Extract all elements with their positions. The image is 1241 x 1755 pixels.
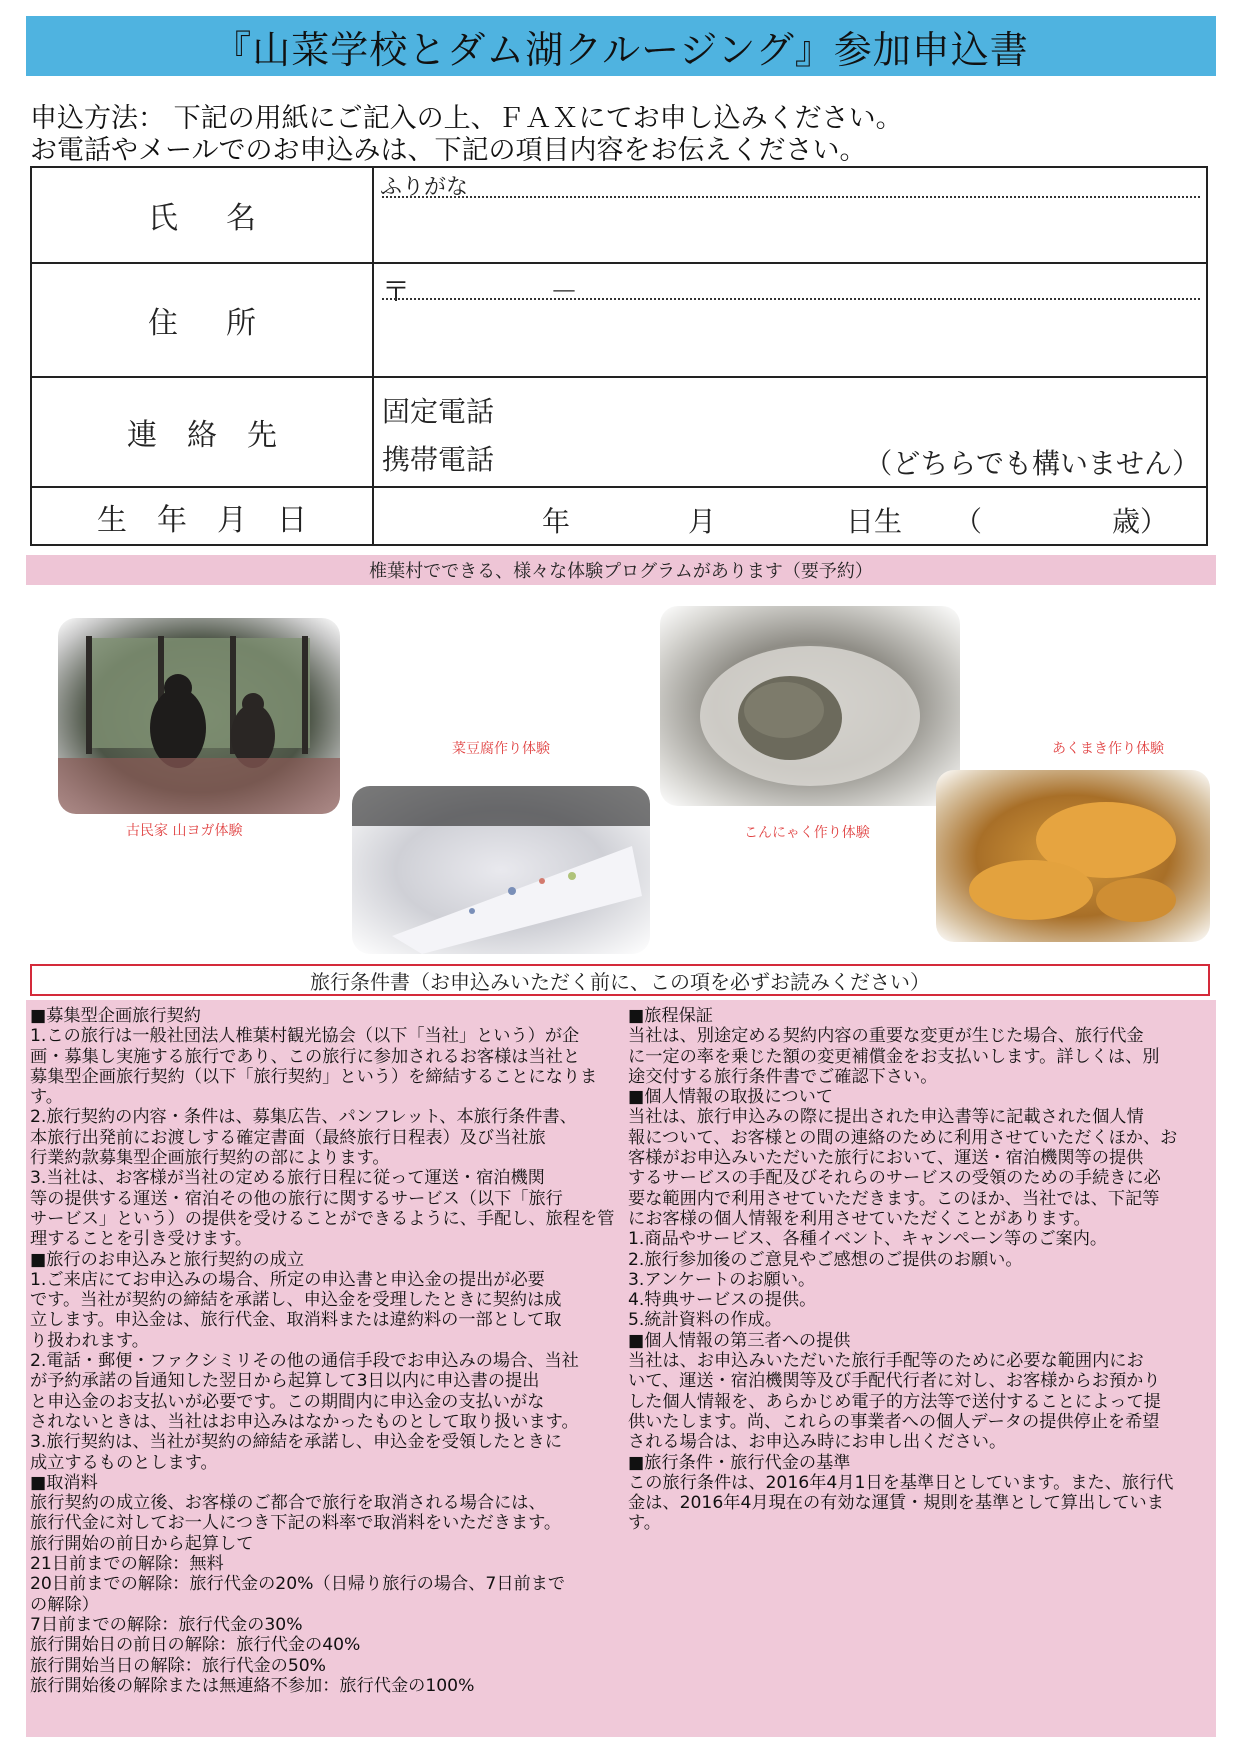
conditions-right-column <box>628 1006 1214 1534</box>
programs-banner: 椎葉村でできる、様々な体験プログラムがあります（要予約） <box>26 555 1216 585</box>
condition-line: 画・募集し実施する旅行であり、この旅行に参加されるお客様は当社と <box>30 1046 581 1067</box>
instructions-line-1: 申込方法： 下記の用紙にご記入の上、ＦＡＸにてお申し込みください。 <box>30 103 903 134</box>
section-heading: ■旅行のお申込みと旅行契約の成立 <box>30 1249 305 1270</box>
either-note: （どちらでも構いません） <box>864 447 1200 480</box>
konnyaku-photo <box>660 606 960 806</box>
birth-year: 年 <box>542 505 571 538</box>
section-heading: ■旅行条件・旅行代金の基準 <box>628 1452 851 1473</box>
konnyaku-caption: こんにゃく作り体験 <box>744 825 870 841</box>
natofu-photo <box>352 786 650 954</box>
natofu-caption: 菜豆腐作り体験 <box>452 741 550 757</box>
name-field[interactable] <box>376 168 1206 262</box>
conditions-left-column <box>30 1006 626 1696</box>
conditions-title: 旅行条件書（お申込みいただく前に、この項を必ずお読みください） <box>30 964 1210 996</box>
address-row <box>32 264 1206 378</box>
akumaki-photo <box>936 770 1210 942</box>
condition-line: 本旅行出発前にお渡しする確定書面（最終旅行日程表）及び当社旅 <box>30 1127 546 1148</box>
instructions-line-2: お電話やメールでのお申込みは、下記の項目内容をお伝えください。 <box>30 135 867 166</box>
condition-line: 21日前までの解除：無料 <box>30 1554 224 1575</box>
furigana-line <box>382 196 1200 198</box>
condition-line: の解除） <box>30 1594 99 1615</box>
contact-field[interactable] <box>376 378 1206 486</box>
postal-line <box>382 298 1200 300</box>
condition-line: 1.この旅行は一般社団法人椎葉村観光協会（以下「当社」という）が企 <box>30 1026 580 1047</box>
condition-line: 旅行開始当日の解除：旅行代金の50% <box>30 1655 327 1676</box>
furigana-label: ふりがな <box>380 175 469 200</box>
yoga-scene-icon <box>58 618 340 814</box>
section-heading: ■旅程保証 <box>628 1006 713 1026</box>
age-close: 歳） <box>1112 505 1169 538</box>
condition-line: す。 <box>628 1513 661 1534</box>
condition-line: 等の提供する運送・宿泊その他の旅行に関するサービス（以下「旅行 <box>30 1188 563 1209</box>
condition-line: 理することを引き受けます。 <box>30 1229 253 1250</box>
landline-label: 固定電話 <box>382 395 495 428</box>
contact-label: 連絡先 <box>32 378 374 486</box>
postal-mark: 〒 － <box>382 275 579 308</box>
condition-line: 供いたします。尚、これらの事業者への個人データの提供停止を希望 <box>628 1411 1160 1432</box>
condition-line: した個人情報を、あらかじめ電子的方法等で送付することによって提 <box>628 1391 1161 1412</box>
condition-line: が予約承諾の旨通知した翌日から起算して3日以内に申込書の提出 <box>30 1371 540 1392</box>
name-label: 氏名 <box>32 168 374 262</box>
birth-row <box>32 488 1206 546</box>
akumaki-scene-icon <box>936 770 1210 942</box>
konnyaku-scene-icon <box>660 606 960 806</box>
condition-line: 7日前までの解除：旅行代金の30% <box>30 1614 303 1635</box>
condition-line: サービス」という）の提供を受けることができるように、手配し、旅程を管 <box>30 1208 615 1229</box>
condition-line: 5.統計資料の作成。 <box>628 1310 782 1331</box>
condition-line: されないときは、当社はお申込みはなかったものとして取り扱います。 <box>30 1411 579 1432</box>
akumaki-caption: あくまき作り体験 <box>1052 741 1164 757</box>
conditions-body <box>26 1000 1216 1737</box>
condition-line: り扱われます。 <box>30 1330 149 1351</box>
condition-line: 20日前までの解除：旅行代金の20%（日帰り旅行の場合、7日前まで <box>30 1574 566 1595</box>
condition-line: 行業約款募集型企画旅行契約の部によります。 <box>30 1148 390 1169</box>
yoga-photo <box>58 618 340 814</box>
condition-line: いて、運送・宿泊機関等及び手配代行者に対し、お客様からお預かり <box>628 1371 1161 1392</box>
condition-line: にお客様の個人情報を利用させていただくことがあります。 <box>628 1208 1091 1229</box>
condition-line: 金は、2016年4月現在の有効な運賃・規則を基準として算出していま <box>628 1493 1164 1514</box>
section-heading: ■募集型企画旅行契約 <box>30 1006 201 1026</box>
condition-line: 3.旅行契約は、当社が契約の締結を承諾し、申込金を受領したときに <box>30 1432 563 1453</box>
condition-line: 報について、お客様との間の連絡のために利用させていただくほか、お <box>628 1127 1178 1148</box>
address-label: 住所 <box>32 264 374 376</box>
condition-line: 3.当社は、お客様が当社の定める旅行日程に従って運送・宿泊機関 <box>30 1168 545 1189</box>
condition-line: される場合は、お申込み時にお申し出ください。 <box>628 1432 1007 1453</box>
form-title: 『山菜学校とダム湖クルージング』参加申込書 <box>26 16 1216 76</box>
condition-line: す。 <box>30 1087 63 1108</box>
condition-line: 3.アンケートのお願い。 <box>628 1269 816 1290</box>
condition-line: 2.電話・郵便・ファクシミリその他の通信手段でお申込みの場合、当社 <box>30 1351 579 1372</box>
condition-line: 客様がお申込みいただいた旅行において、運送・宿泊機関等の提供 <box>628 1148 1144 1169</box>
section-heading: ■個人情報の取扱について <box>628 1087 833 1108</box>
age-open: （ <box>954 505 983 538</box>
condition-line: 旅行開始の前日から起算して <box>30 1533 254 1554</box>
contact-row <box>32 378 1206 488</box>
condition-line: 募集型企画旅行契約（以下「旅行契約」という）を締結することになりま <box>30 1066 598 1087</box>
condition-line: 成立するものとします。 <box>30 1452 218 1473</box>
section-heading: ■個人情報の第三者への提供 <box>628 1330 851 1351</box>
condition-line: 1.ご来店にてお申込みの場合、所定の申込書と申込金の提出が必要 <box>30 1269 545 1290</box>
condition-line: するサービスの手配及びそれらのサービスの受領のための手続きに必 <box>628 1168 1161 1189</box>
birth-month: 月 <box>688 505 717 538</box>
condition-line: と申込金のお支払いが必要です。この期間内に申込金の支払いがな <box>30 1391 545 1412</box>
mobile-label: 携帯電話 <box>382 443 495 476</box>
condition-line: 4.特典サービスの提供。 <box>628 1290 817 1311</box>
condition-line: 1.商品やサービス、各種イベント、キャンペーン等のご案内。 <box>628 1229 1108 1250</box>
condition-line: に一定の率を乗じた額の変更補償金をお支払いします。詳しくは、別 <box>628 1046 1160 1067</box>
birth-field[interactable] <box>376 488 1206 546</box>
condition-line: この旅行条件は、2016年4月1日を基準日としています。また、旅行代 <box>628 1472 1174 1493</box>
birth-label: 生年月日 <box>32 488 374 546</box>
natofu-scene-icon <box>352 786 650 954</box>
condition-line: です。当社が契約の締結を承諾し、申込金を受理したときに契約は成 <box>30 1290 562 1311</box>
condition-line: 途交付する旅行条件書でご確認下さい。 <box>628 1066 938 1087</box>
condition-line: 立します。申込金は、旅行代金、取消料または違約料の一部として取 <box>30 1310 562 1331</box>
yoga-caption: 古民家 山ヨガ体験 <box>126 823 243 839</box>
condition-line: 旅行契約の成立後、お客様のご都合で旅行を取消される場合には、 <box>30 1493 546 1514</box>
condition-line: 旅行開始日の前日の解除：旅行代金の40% <box>30 1635 361 1656</box>
condition-line: 2.旅行契約の内容・条件は、募集広告、パンフレット、本旅行条件書、 <box>30 1107 577 1128</box>
birth-day: 日生 <box>846 505 903 538</box>
condition-line: 要な範囲内で利用させていただきます。このほか、当社では、下記等 <box>628 1188 1160 1209</box>
condition-line: 当社は、旅行申込みの際に提出された申込書等に記載された個人情 <box>628 1107 1144 1128</box>
condition-line: 旅行開始後の解除または無連絡不参加：旅行代金の100% <box>30 1675 475 1696</box>
address-field[interactable] <box>376 264 1206 376</box>
condition-line: 当社は、お申込みいただいた旅行手配等のために必要な範囲内にお <box>628 1351 1144 1372</box>
section-heading: ■取消料 <box>30 1472 98 1493</box>
condition-line: 旅行代金に対してお一人につき下記の料率で取消料をいただきます。 <box>30 1513 562 1534</box>
condition-line: 2.旅行参加後のご意見やご感想のご提供のお願い。 <box>628 1249 1023 1270</box>
name-row <box>32 168 1206 264</box>
condition-line: 当社は、別途定める契約内容の重要な変更が生じた場合、旅行代金 <box>628 1026 1144 1047</box>
application-form <box>30 166 1208 546</box>
